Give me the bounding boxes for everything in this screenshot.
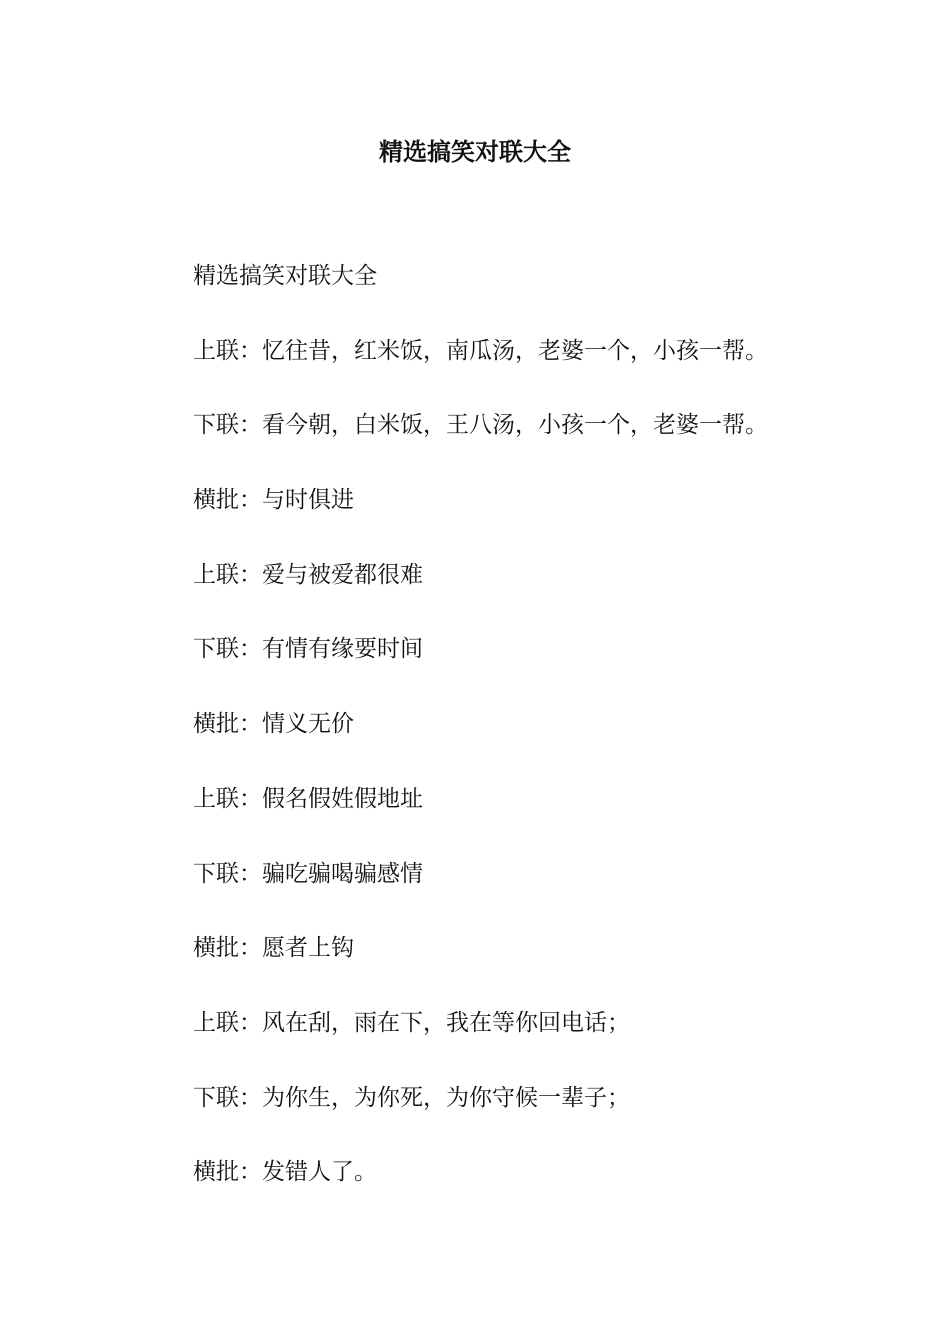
couplet-line: 上联：假名假姓假地址 [193,785,423,812]
couplet-line: 上联：风在刮，雨在下，我在等你回电话； [193,1009,630,1036]
couplet-line: 下联：骗吃骗喝骗感情 [193,860,423,887]
couplet-line: 横批：情义无价 [193,711,354,738]
couplet-line: 下联：有情有缘要时间 [193,636,423,663]
subtitle-line: 精选搞笑对联大全 [193,263,377,289]
couplet-line: 上联：爱与被爱都很难 [193,561,423,588]
couplet-line: 横批：愿者上钩 [193,935,354,962]
couplet-line: 下联：看今朝，白米饭，王八汤，小孩一个，老婆一帮。 [193,412,768,439]
couplet-line: 横批：与时俱进 [193,487,354,514]
couplet-list [193,256,893,1227]
couplet-line: 上联：忆往昔，红米饭，南瓜汤，老婆一个，小孩一帮。 [193,337,768,364]
document-title: 精选搞笑对联大全 [379,137,571,166]
couplet-line: 横批：发错人了。 [193,1159,377,1186]
couplet-line: 下联：为你生，为你死，为你守候一辈子； [193,1084,630,1111]
